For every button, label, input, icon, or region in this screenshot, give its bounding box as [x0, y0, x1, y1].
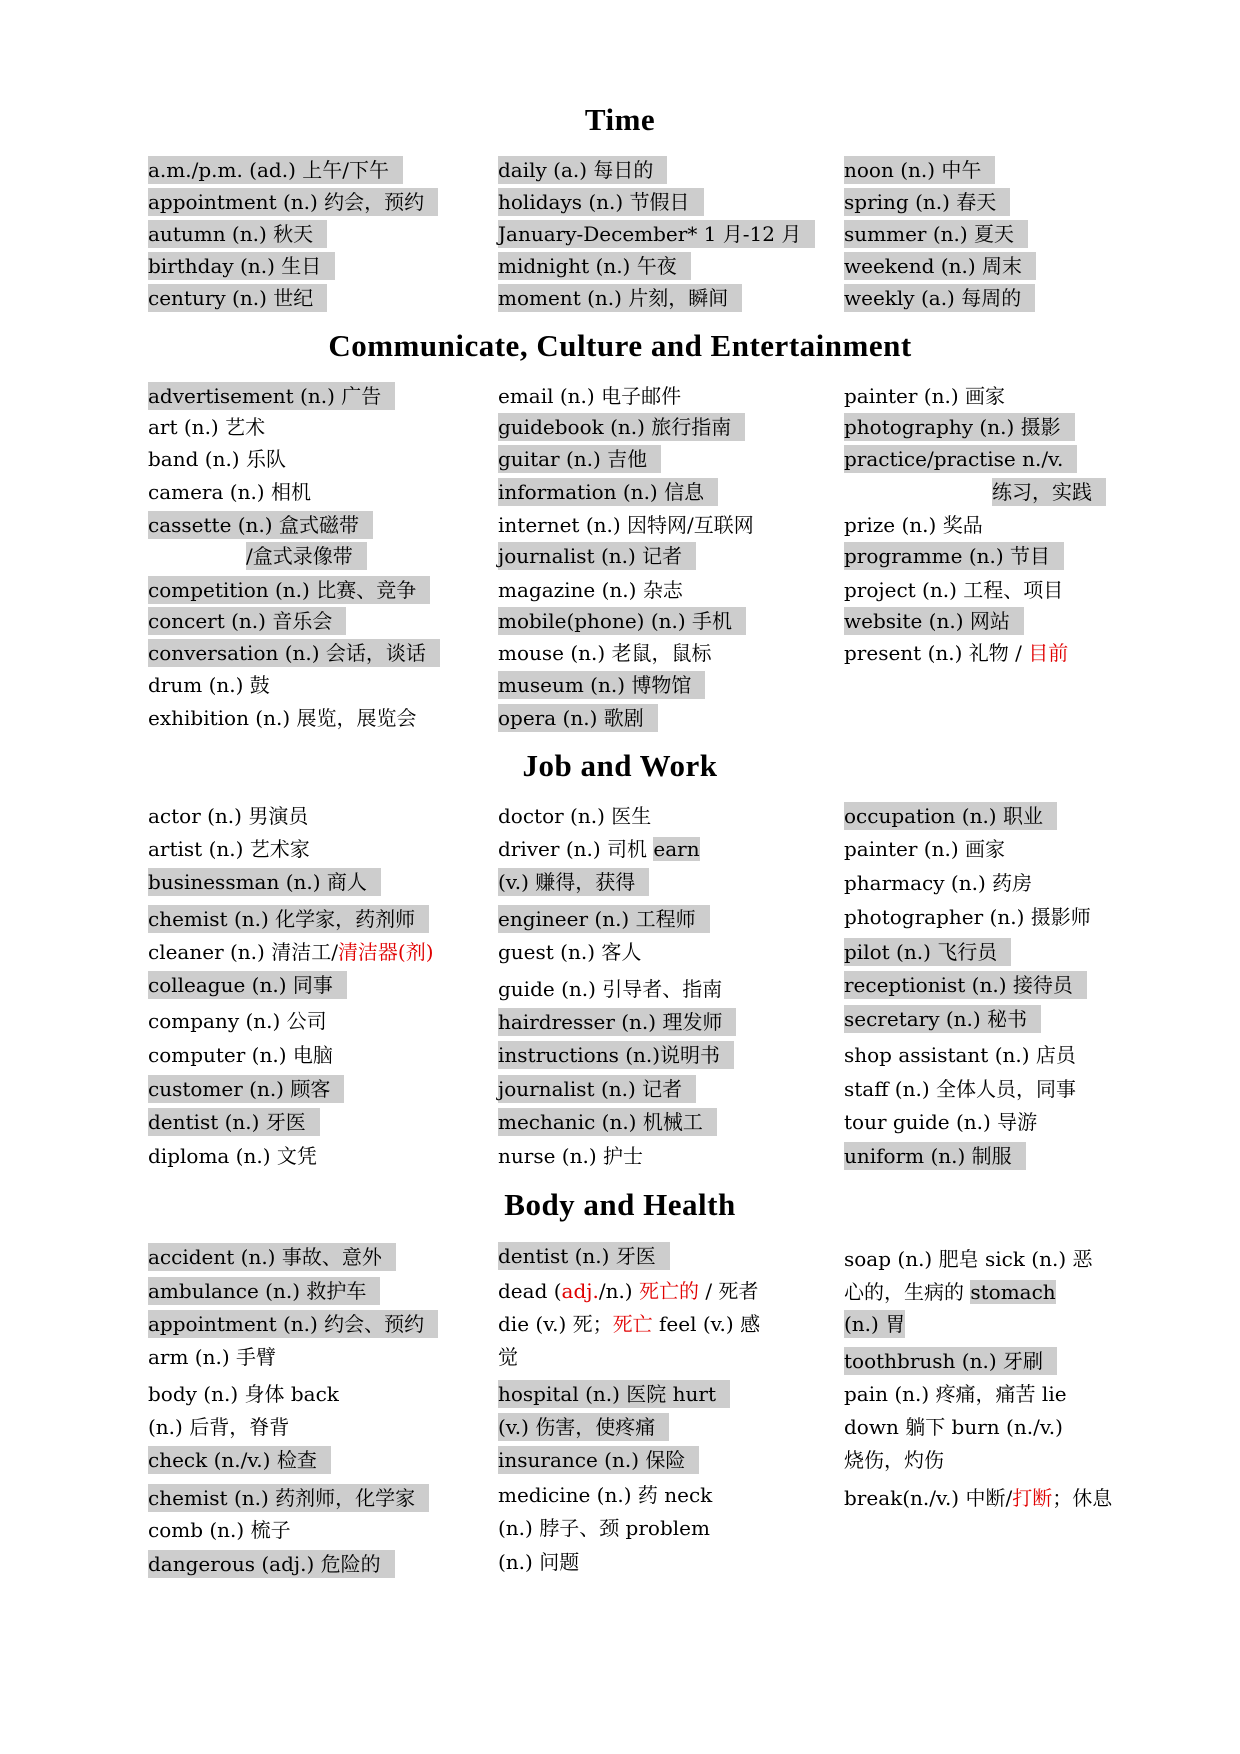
vocab-entry: customer (n.) 顾客 [148, 1075, 344, 1103]
vocab-entry: toothbrush (n.) 牙刷 [844, 1347, 1057, 1375]
vocab-entry: accident (n.) 事故、意外 [148, 1243, 396, 1271]
vocab-entry: hairdresser (n.) 理发师 [498, 1008, 736, 1036]
vocab-entry: programme (n.) 节目 [844, 542, 1064, 570]
vocab-text: /n.) [598, 1279, 639, 1303]
vocab-entry: moment (n.) 片刻，瞬间 [498, 284, 742, 312]
vocab-entry: 烧伤，灼伤 [844, 1448, 944, 1472]
vocab-entry: spring (n.) 春天 [844, 188, 1010, 216]
vocab-entry: artist (n.) 艺术家 [148, 837, 310, 861]
vocab-text: dead ( [498, 1279, 562, 1303]
vocab-highlight-red: 死亡的 [638, 1279, 699, 1303]
vocab-entry: secretary (n.) 秘书 [844, 1005, 1041, 1033]
vocab-entry: photographer (n.) 摄影师 [844, 905, 1091, 929]
vocab-entry: (n.) 胃 [844, 1312, 906, 1336]
vocab-entry: journalist (n.) 记者 [498, 542, 696, 570]
vocab-text: feel (v.) 感 [652, 1312, 761, 1336]
vocab-entry: pain (n.) 疼痛，痛苦 lie [844, 1382, 1067, 1406]
vocab-entry: arm (n.) 手臂 [148, 1345, 277, 1369]
vocab-entry: century (n.) 世纪 [148, 284, 327, 312]
vocab-text: 心的，生病的 [844, 1280, 971, 1304]
vocab-highlight-red: 目前 [1028, 641, 1069, 665]
vocab-text: ；休息 [1052, 1486, 1113, 1510]
vocab-entry: doctor (n.) 医生 [498, 804, 652, 828]
vocab-highlight: earn [653, 837, 700, 861]
vocab-entry: insurance (n.) 保险 [498, 1446, 699, 1474]
vocab-entry: receptionist (n.) 接待员 [844, 971, 1087, 999]
vocab-entry: midnight (n.) 午夜 [498, 252, 691, 280]
vocab-entry-continuation: 练习，实践 [992, 478, 1106, 506]
vocab-entry: weekend (n.) 周末 [844, 252, 1036, 280]
vocab-entry: (n.) 后背，脊背 [148, 1415, 290, 1439]
vocab-entry: colleague (n.) 同事 [148, 971, 347, 999]
vocab-entry: project (n.) 工程、项目 [844, 578, 1064, 602]
vocab-entry: staff (n.) 全体人员，同事 [844, 1077, 1076, 1101]
vocab-entry [844, 1278, 1056, 1306]
vocab-entry: website (n.) 网站 [844, 607, 1024, 635]
vocab-entry: (n.) 脖子、颈 problem [498, 1516, 710, 1540]
vocab-entry [498, 1277, 758, 1305]
vocab-entry: (v.) 赚得，获得 [498, 868, 649, 896]
vocab-entry: hospital (n.) 医院 hurt [498, 1380, 730, 1408]
vocab-entry: comb (n.) 梳子 [148, 1518, 291, 1542]
vocab-entry: magazine (n.) 杂志 [498, 578, 683, 602]
vocab-entry: mechanic (n.) 机械工 [498, 1108, 717, 1136]
vocab-entry: guest (n.) 客人 [498, 940, 642, 964]
vocab-highlight-red: adj. [561, 1279, 599, 1303]
vocab-entry: noon (n.) 中午 [844, 156, 995, 184]
vocab-entry: dentist (n.) 牙医 [498, 1242, 670, 1270]
section-title-communicate: Communicate, Culture and Entertainment [328, 328, 912, 363]
section-title-body: Body and Health [504, 1187, 736, 1222]
vocab-entry: daily (a.) 每日的 [498, 156, 667, 184]
vocab-highlight-red: 死亡 [612, 1312, 653, 1336]
vocab-entry: drum (n.) 鼓 [148, 673, 270, 697]
vocab-entry: conversation (n.) 会话，谈话 [148, 639, 440, 667]
vocab-entry: competition (n.) 比赛、竞争 [148, 576, 430, 604]
vocab-entry: pilot (n.) 飞行员 [844, 938, 1011, 966]
vocab-entry: ambulance (n.) 救护车 [148, 1277, 380, 1305]
vocab-entry: soap (n.) 肥皂 sick (n.) 恶 [844, 1247, 1093, 1271]
vocab-entry: band (n.) 乐队 [148, 447, 286, 471]
vocab-entry [844, 639, 1068, 667]
vocab-entry [498, 835, 700, 863]
vocab-highlight-red: 清洁器(剂) [337, 940, 434, 964]
vocab-text: die (v.) 死； [498, 1312, 613, 1336]
vocab-text: present (n.) 礼物 / [844, 641, 1029, 665]
vocab-entry: exhibition (n.) 展览，展览会 [148, 706, 417, 730]
vocab-entry: a.m./p.m. (ad.) 上午/下午 [148, 156, 403, 184]
vocab-entry: photography (n.) 摄影 [844, 413, 1075, 441]
section-title-time: Time [584, 102, 656, 137]
vocab-entry: painter (n.) 画家 [844, 837, 1005, 861]
vocab-entry: 觉 [498, 1345, 518, 1369]
vocab-entry: actor (n.) 男演员 [148, 804, 309, 828]
vocab-entry: internet (n.) 因特网/互联网 [498, 513, 754, 537]
vocab-entry: chemist (n.) 药剂师，化学家 [148, 1484, 429, 1512]
vocab-entry: prize (n.) 奖品 [844, 513, 983, 537]
vocab-entry: painter (n.) 画家 [844, 384, 1005, 408]
vocab-entry: opera (n.) 歌剧 [498, 704, 658, 732]
vocab-entry: birthday (n.) 生日 [148, 252, 335, 280]
vocab-entry: diploma (n.) 文凭 [148, 1144, 317, 1168]
vocab-highlight-red: 打断 [1012, 1486, 1053, 1510]
vocab-entry: computer (n.) 电脑 [148, 1043, 333, 1067]
vocab-entry [498, 1310, 760, 1338]
vocab-entry: down 躺下 burn (n./v.) [844, 1415, 1063, 1439]
vocab-entry: medicine (n.) 药 neck [498, 1483, 713, 1507]
vocab-highlight: stomach [970, 1280, 1056, 1304]
vocab-entry: cassette (n.) 盒式磁带 [148, 511, 373, 539]
vocab-entry: journalist (n.) 记者 [498, 1075, 696, 1103]
vocab-entry: instructions (n.)说明书 [498, 1041, 734, 1069]
section-title-job: Job and Work [522, 748, 718, 783]
vocab-entry: museum (n.) 博物馆 [498, 671, 705, 699]
vocab-entry: engineer (n.) 工程师 [498, 905, 710, 933]
vocab-entry: chemist (n.) 化学家，药剂师 [148, 905, 429, 933]
vocab-entry: email (n.) 电子邮件 [498, 384, 682, 408]
vocab-entry: information (n.) 信息 [498, 478, 718, 506]
vocab-entry: concert (n.) 音乐会 [148, 607, 346, 635]
vocab-entry: nurse (n.) 护士 [498, 1144, 643, 1168]
vocab-entry: practice/practise n./v. [844, 445, 1077, 473]
vocab-entry: appointment (n.) 约会、预约 [148, 1310, 438, 1338]
vocab-text: cleaner (n.) 清洁工/ [148, 940, 338, 964]
vocab-entry: appointment (n.) 约会，预约 [148, 188, 438, 216]
vocab-entry: autumn (n.) 秋天 [148, 220, 327, 248]
vocab-entry: (n.) 问题 [498, 1550, 580, 1574]
vocab-entry: shop assistant (n.) 店员 [844, 1043, 1076, 1067]
vocab-entry: company (n.) 公司 [148, 1009, 327, 1033]
vocab-entry: guitar (n.) 吉他 [498, 445, 661, 473]
vocab-entry: January-December* 1 月-12 月 [498, 220, 815, 248]
vocab-entry: uniform (n.) 制服 [844, 1142, 1026, 1170]
vocab-entry: weekly (a.) 每周的 [844, 284, 1035, 312]
vocab-entry: occupation (n.) 职业 [844, 802, 1057, 830]
vocab-entry: guidebook (n.) 旅行指南 [498, 413, 745, 441]
vocab-entry: mouse (n.) 老鼠，鼠标 [498, 641, 712, 665]
vocab-entry [844, 1484, 1112, 1512]
vocab-entry: art (n.) 艺术 [148, 415, 266, 439]
vocab-entry: check (n./v.) 检查 [148, 1446, 331, 1474]
vocab-text: driver (n.) 司机 [498, 837, 654, 861]
vocab-entry-continuation: /盒式录像带 [246, 542, 367, 570]
vocab-entry: mobile(phone) (n.) 手机 [498, 607, 746, 635]
vocab-entry [148, 938, 434, 966]
vocab-entry: summer (n.) 夏天 [844, 220, 1028, 248]
vocab-entry: advertisement (n.) 广告 [148, 382, 395, 410]
vocab-entry: body (n.) 身体 back [148, 1382, 339, 1406]
vocab-entry: dentist (n.) 牙医 [148, 1108, 320, 1136]
vocab-text: break(n./v.) 中断/ [844, 1486, 1013, 1510]
vocab-entry: (v.) 伤害，使疼痛 [498, 1413, 669, 1441]
vocab-entry: tour guide (n.) 导游 [844, 1110, 1038, 1134]
vocab-text: / 死者 [698, 1279, 759, 1303]
vocab-entry: guide (n.) 引导者、指南 [498, 977, 723, 1001]
vocab-entry: holidays (n.) 节假日 [498, 188, 704, 216]
vocab-entry: pharmacy (n.) 药房 [844, 871, 1033, 895]
vocab-entry: dangerous (adj.) 危险的 [148, 1550, 395, 1578]
vocab-entry: camera (n.) 相机 [148, 480, 311, 504]
vocab-entry: businessman (n.) 商人 [148, 868, 381, 896]
